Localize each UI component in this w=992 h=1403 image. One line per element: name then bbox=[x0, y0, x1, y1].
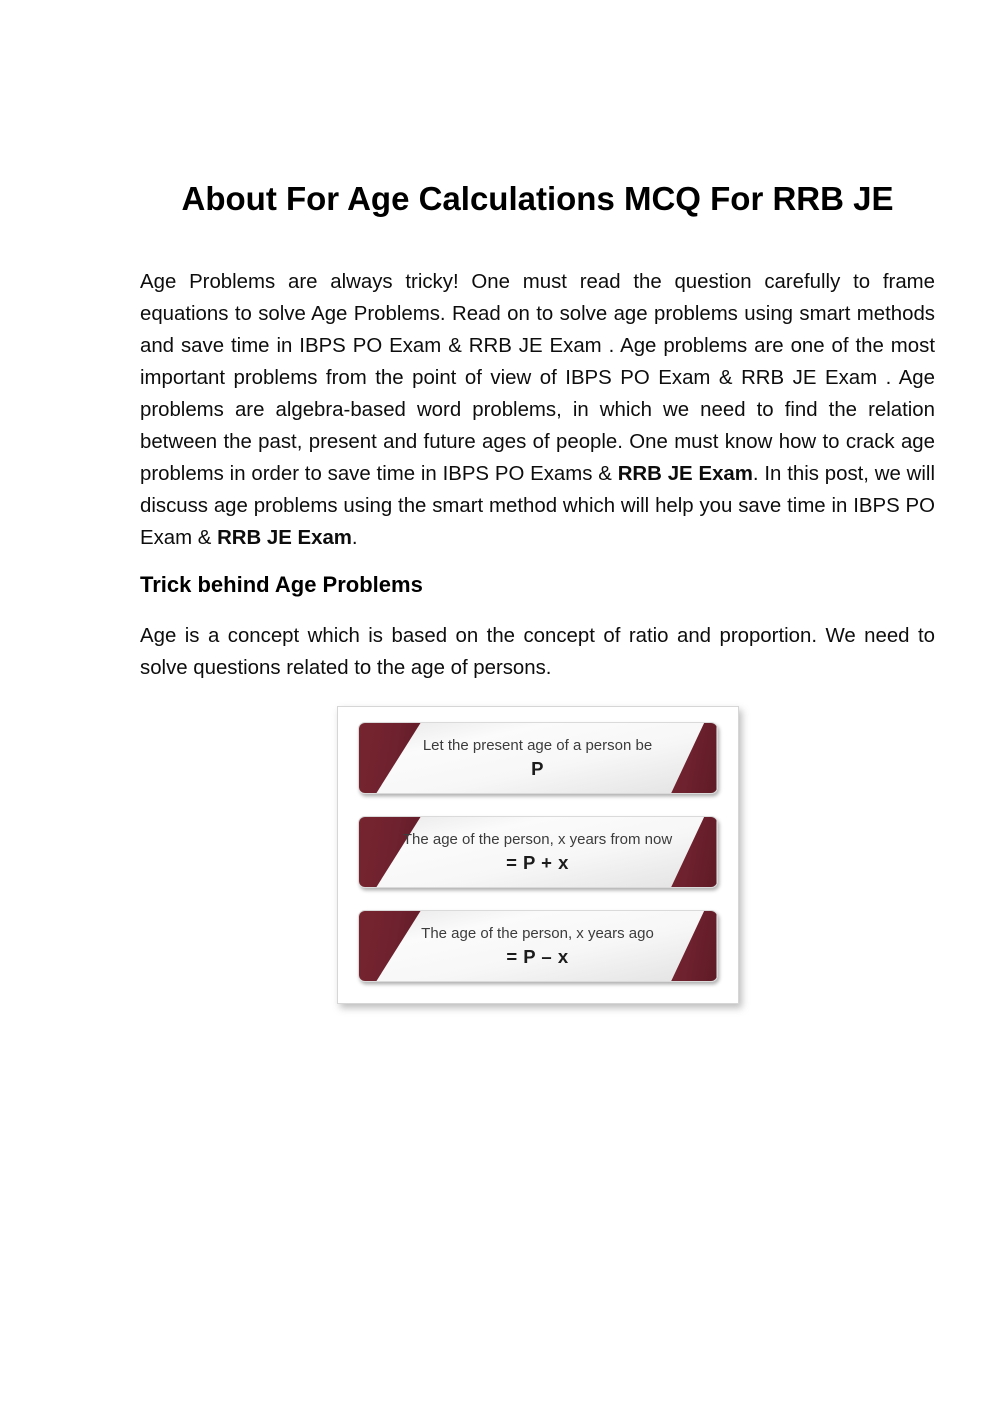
maroon-parallelogram-right-icon bbox=[655, 723, 717, 793]
intro-text-segment: . In this post, we will discuss age problems using the smart method which will help you save time in IBPS PO Exam & bbox=[140, 463, 935, 549]
banner-caption: The age of the person, x years from now bbox=[402, 831, 673, 848]
maroon-parallelogram-right-icon bbox=[655, 911, 717, 981]
banner-formula: = P – x bbox=[506, 946, 569, 967]
intro-text-segment: Age Problems are always tricky! One must read the question carefully to frame equations to solve Age Problems. Read on to solve age problems using smart methods and save time in IBPS PO Exam & RRB JE Exam . Age problems are one of the most important problems from the point of view of IBPS PO Exam & RRB JE Exam . Age problems are algebra-based word problems, in which we need to find the relation between the past, present and future ages of people. One must know how to crack age problems in order to save time in IBPS PO Exams & bbox=[140, 271, 935, 485]
intro-paragraph bbox=[140, 266, 935, 554]
intro-bold-rrb-je-exam: RRB JE Exam bbox=[217, 527, 352, 549]
banner-formula: P bbox=[531, 758, 544, 779]
section-heading: Trick behind Age Problems bbox=[140, 572, 423, 597]
maroon-parallelogram-right-icon bbox=[655, 817, 717, 887]
banner-age-years-from-now bbox=[358, 816, 718, 888]
intro-bold-rrb-je-exam: RRB JE Exam bbox=[617, 463, 753, 485]
maroon-parallelogram-left-icon bbox=[359, 911, 421, 981]
maroon-parallelogram-left-icon bbox=[359, 723, 421, 793]
page-title: About For Age Calculations MCQ For RRB JE bbox=[181, 180, 894, 217]
banner-age-years-ago bbox=[358, 910, 718, 982]
maroon-parallelogram-left-icon bbox=[359, 817, 421, 887]
banner-formula: = P + x bbox=[506, 852, 569, 873]
banner-caption: The age of the person, x years ago bbox=[421, 925, 654, 942]
banner-present-age bbox=[358, 722, 718, 794]
section-paragraph: Age is a concept which is based on the concept of ratio and proportion. We need to solve questions related to the age of persons. bbox=[140, 625, 935, 679]
intro-text-segment: . bbox=[351, 527, 358, 549]
banner-caption: Let the present age of a person be bbox=[422, 737, 653, 754]
age-formula-figure bbox=[337, 706, 739, 1004]
